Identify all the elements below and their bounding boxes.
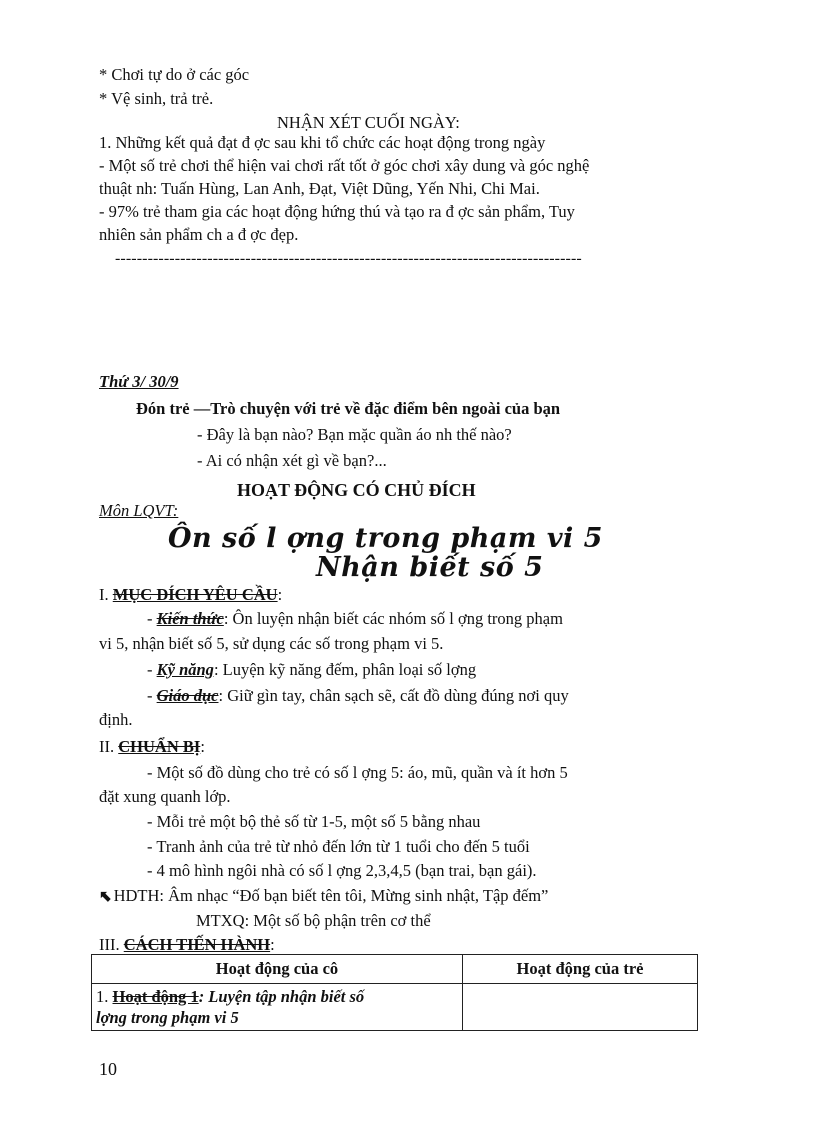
hygiene-line: * Vệ sinh, trả trẻ. xyxy=(99,89,214,108)
question-1: - Đây là bạn nào? Bạn mặc quần áo nh thế nào? xyxy=(197,425,512,444)
page-number: 10 xyxy=(99,1059,117,1079)
prep-line-4: - 4 mô hình ngôi nhà có số l ợng 2,3,4,5 (bạn trai, bạn gái). xyxy=(147,861,537,880)
section-1-title: MỤC ĐÍCH YÊU CẦU xyxy=(112,585,278,604)
table-cell-teacher xyxy=(92,984,463,1031)
education-continuation: định. xyxy=(99,710,133,729)
hdth-text: HDTH: Âm nhạc “Đố bạn biết tên tôi, Mừng sinh nhật, Tập đếm” xyxy=(113,886,549,905)
section-2-colon: : xyxy=(200,737,205,756)
subject-label: Môn LQVT: xyxy=(99,501,179,520)
knowledge-continuation: vi 5, nhận biết số 5, sử dụng các số trong phạm vi 5. xyxy=(99,634,444,653)
activity-1-line xyxy=(96,986,458,1008)
activity-1-number: 1. xyxy=(96,987,113,1006)
prep-line-2: - Mỗi trẻ một bộ thẻ số từ 1-5, một số 5 bằng nhau xyxy=(147,812,481,831)
activity-1-label: Hoạt động 1 xyxy=(112,987,199,1006)
section-3-colon: : xyxy=(270,935,275,954)
arrow-icon: ⬉ xyxy=(99,889,112,905)
question-2: - Ai có nhận xét gì về bạn?... xyxy=(197,451,387,470)
free-play-line: * Chơi tự do ở các góc xyxy=(99,65,250,84)
mtxq-line: MTXQ: Một số bộ phận trên cơ thể xyxy=(196,911,431,930)
hdth-line xyxy=(99,885,548,908)
evaluation-line-3: thuật nh: Tuấn Hùng, Lan Anh, Đạt, Việt Dũng, Yến Nhi, Chi Mai. xyxy=(99,179,540,198)
section-1-heading xyxy=(99,584,282,606)
knowledge-text: : Ôn luyện nhận biết các nhóm số l ợng trong phạm xyxy=(223,609,563,628)
section-2-title: CHUẨN BỊ xyxy=(118,737,201,756)
skill-label: Kỹ năng xyxy=(156,660,214,679)
education-line: - Giáo dục: Giữ gìn tay, chân sạch sẽ, cất đồ dùng đúng nơi quy xyxy=(147,686,569,705)
skill-line: - Kỹ năng: Luyện kỹ năng đếm, phân loại số lợng xyxy=(147,660,477,679)
lesson-title-2: Nhận biết số 5 xyxy=(316,552,544,583)
section-3-title: CÁCH TIẾN HÀNH xyxy=(123,935,271,954)
evaluation-heading: NHẬN XÉT CUỐI NGÀY: xyxy=(277,113,460,132)
table-header-teacher: Hoạt động của cô xyxy=(92,955,463,984)
greeting-line: Đón trẻ —Trò chuyện với trẻ về đặc điểm bên ngoài của bạn xyxy=(136,399,561,418)
activity-1-continuation: lợng trong phạm vi 5 xyxy=(96,1008,239,1027)
section-2-number: II. xyxy=(99,737,119,756)
evaluation-line-1: 1. Những kết quả đạt đ ợc sau khi tổ chức các hoạt động trong ngày xyxy=(99,133,546,152)
skill-text: : Luyện kỹ năng đếm, phân loại số lợng xyxy=(213,660,477,679)
table-cell-children xyxy=(463,984,698,1031)
activity-table xyxy=(91,954,698,1031)
section-3-heading xyxy=(99,934,275,956)
table-header-children: Hoạt động của trẻ xyxy=(463,955,698,984)
evaluation-line-5: nhiên sản phẩm ch a đ ợc đẹp. xyxy=(99,225,299,244)
divider-line: -------------------------------------------------------------------------------------- xyxy=(115,250,582,267)
knowledge-line: - Kiến thức: Ôn luyện nhận biết các nhóm số l ợng trong phạm xyxy=(147,609,563,628)
prep-line-1: - Một số đồ dùng cho trẻ có số l ợng 5: áo, mũ, quần và ít hơn 5 xyxy=(147,763,568,782)
date-heading: Thứ 3/ 30/9 xyxy=(99,372,179,391)
activity-1-text: : Luyện tập nhận biết số xyxy=(198,987,365,1006)
prep-line-1-continuation: đặt xung quanh lớp. xyxy=(99,787,231,806)
section-2-heading xyxy=(99,736,205,758)
section-1-number: I. xyxy=(99,585,113,604)
lesson-title-1: Ôn số l ợng trong phạm vi 5 xyxy=(168,523,603,554)
evaluation-line-4: - 97% trẻ tham gia các hoạt động hứng thú và tạo ra đ ợc sản phẩm, Tuy xyxy=(99,202,575,221)
education-text: : Giữ gìn tay, chân sạch sẽ, cất đồ dùng đúng nơi quy xyxy=(218,686,569,705)
section-1-colon: : xyxy=(277,585,283,604)
evaluation-line-2: - Một số trẻ chơi thể hiện vai chơi rất tốt ở góc chơi xây dung và góc nghệ xyxy=(99,156,590,175)
education-label: Giáo dục xyxy=(156,686,219,705)
knowledge-label: Kiến thức xyxy=(156,609,224,628)
activity-heading: HOẠT ĐỘNG CÓ CHỦ ĐÍCH xyxy=(237,480,476,500)
section-3-number: III. xyxy=(99,935,124,954)
prep-line-3: - Tranh ảnh của trẻ từ nhỏ đến lớn từ 1 tuổi cho đến 5 tuổi xyxy=(147,837,530,856)
